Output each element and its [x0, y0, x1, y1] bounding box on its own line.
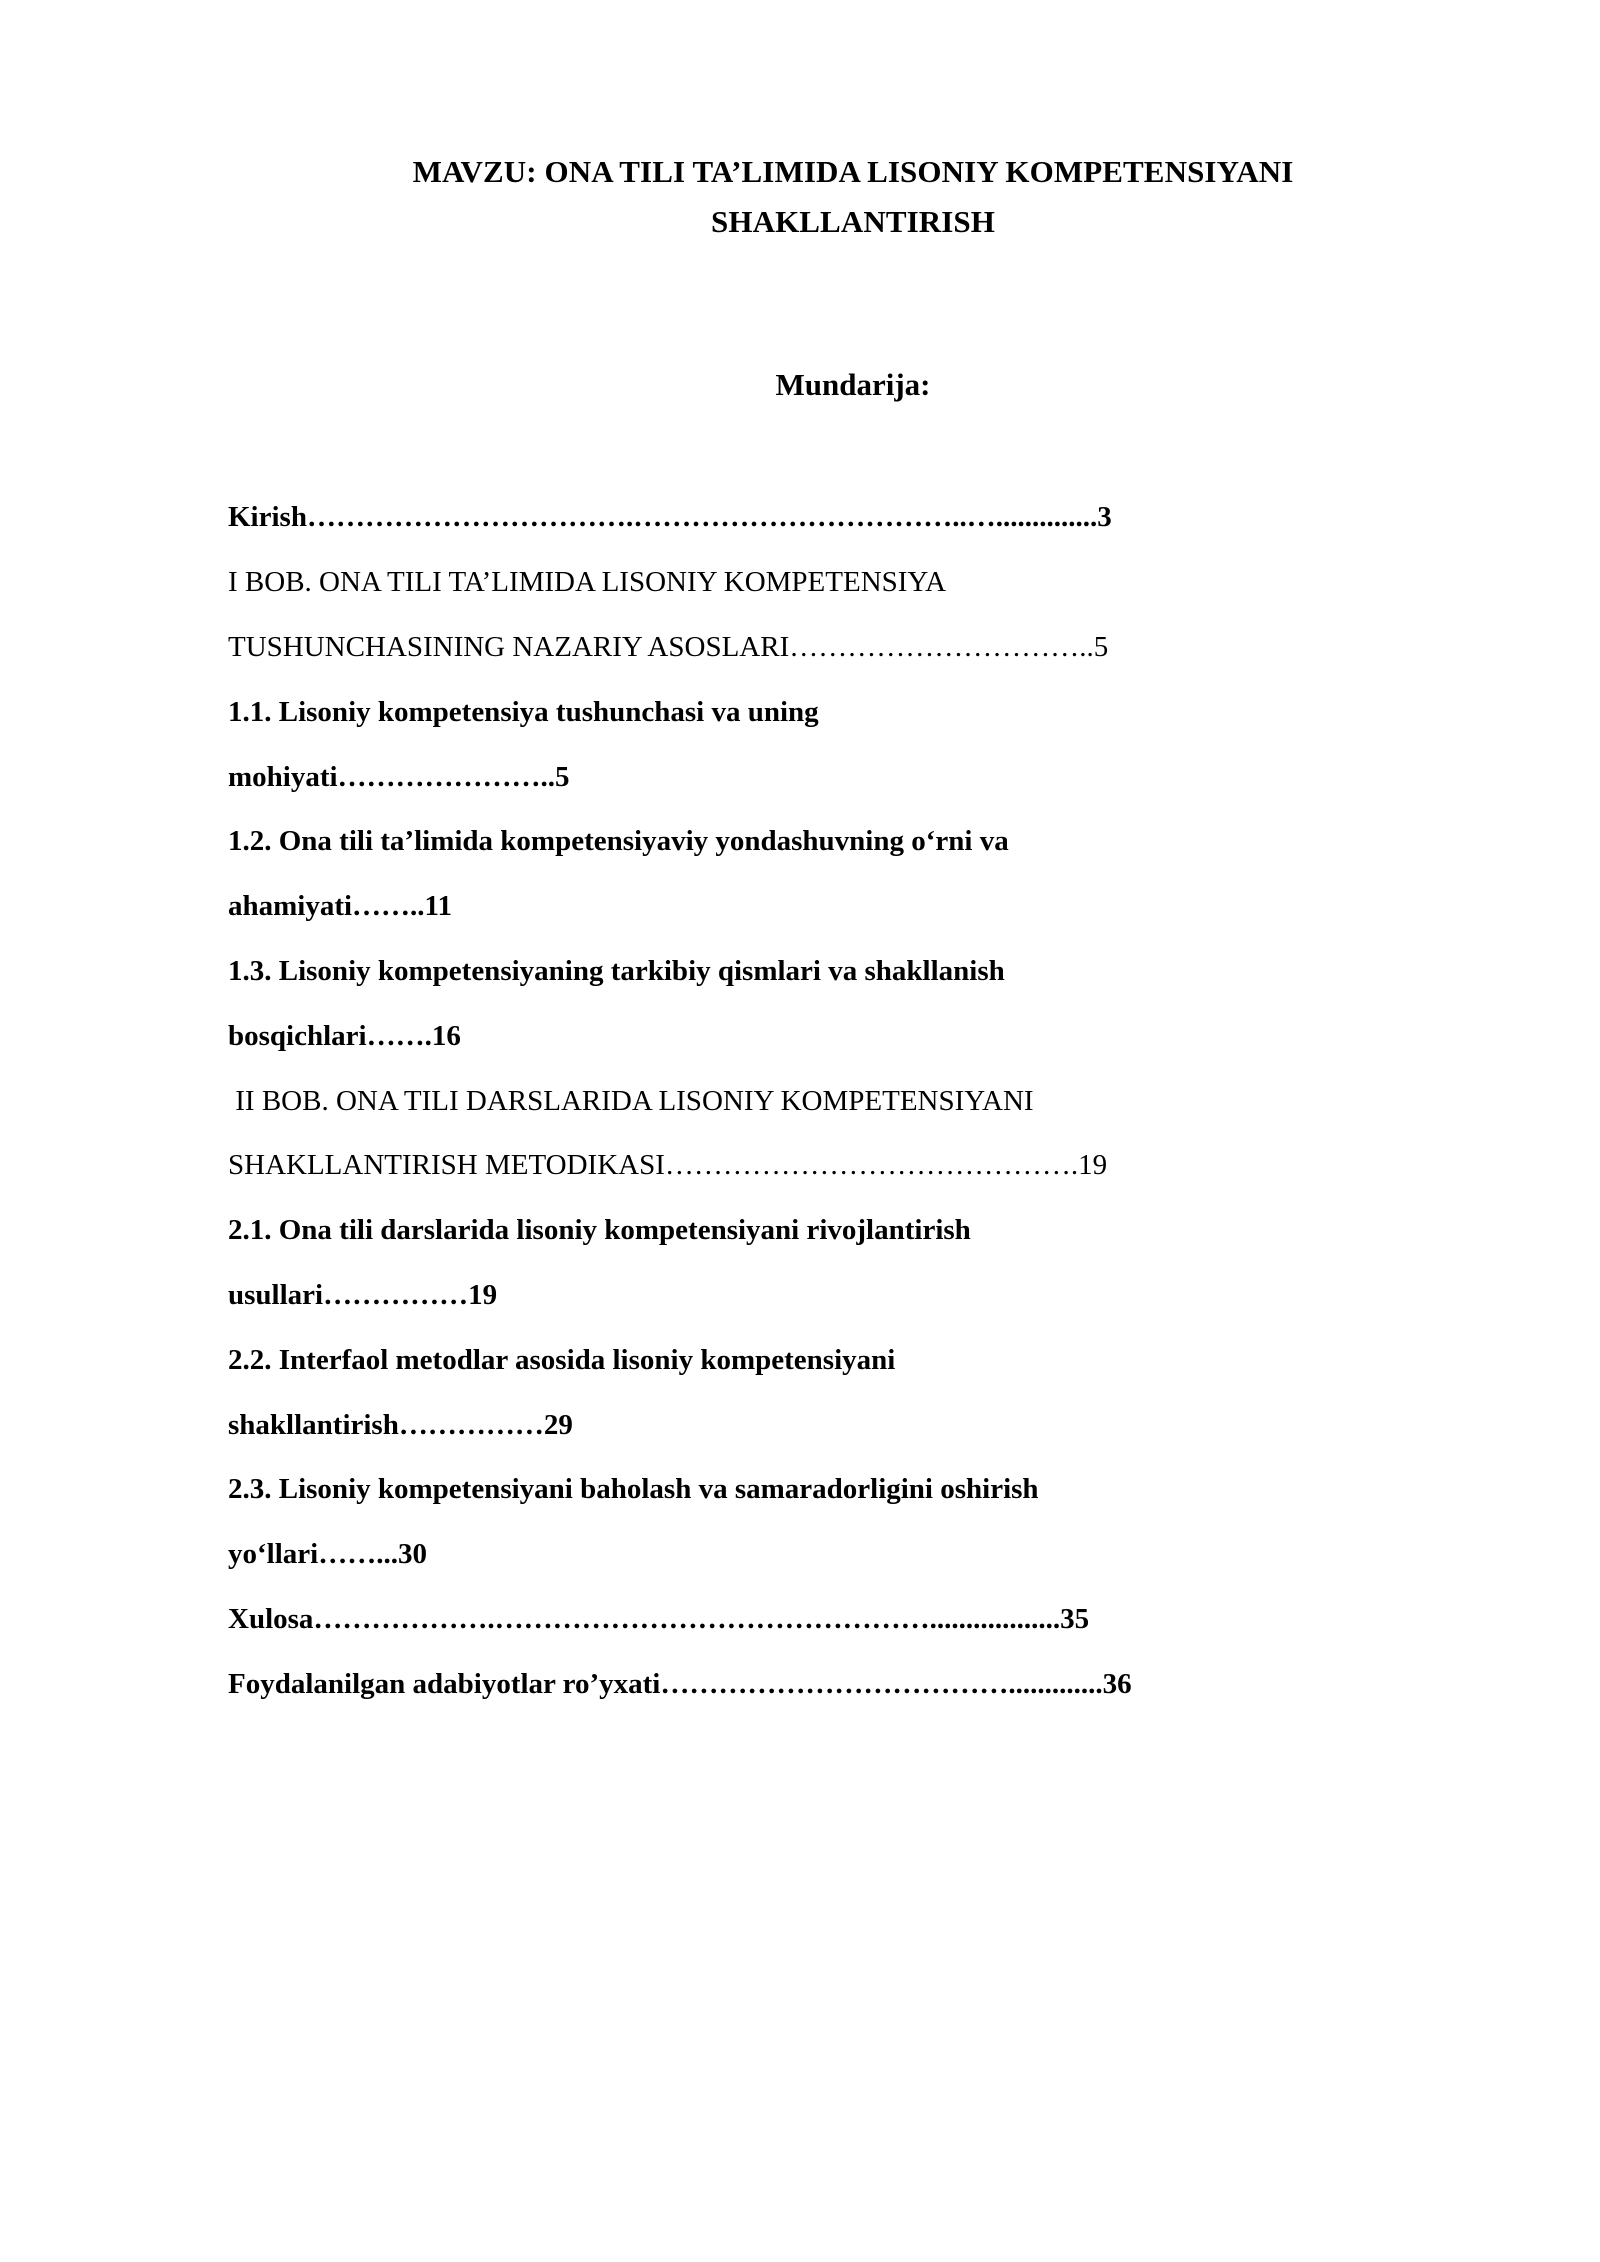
toc-entry-1-2-line-1[interactable]: 1.2. Ona tili ta’limida kompetensiyaviy yondashuvning o‘rni va — [228, 825, 1009, 858]
toc-entry-chapter-2-line-1[interactable]: II BOB. ONA TILI DARSLARIDA LISONIY KOMPETENSIYANI — [228, 1084, 1034, 1117]
toc-entry-1-3-line-1[interactable]: 1.3. Lisoniy kompetensiyaning tarkibiy qismlari va shakllanish — [228, 955, 1005, 988]
toc-entry-chapter-1-line-2[interactable]: TUSHUNCHASINING NAZARIY ASOSLARI…………………………..5 — [228, 631, 1109, 664]
toc-entry-2-2-line-1[interactable]: 2.2. Interfaol metodlar asosida lisoniy kompetensiyani — [228, 1343, 896, 1376]
toc-entry-2-1-line-2[interactable]: usullari……………19 — [228, 1279, 498, 1311]
toc-entry-references[interactable]: Foydalanilgan adabiyotlar ro’yxati……………………………….............36 — [228, 1667, 1132, 1700]
document-title-line-1: MAVZU: ONA TILI TA’LIMIDA LISONIY KOMPETENSIYANI — [412, 154, 1294, 189]
document-title — [228, 0, 1478, 247]
toc-entry-2-3-line-2[interactable]: yo‘llari……...30 — [228, 1538, 427, 1571]
toc-entry-kirish[interactable]: Kirish…………………………….……………………………..…..............3 — [228, 501, 1112, 534]
table-of-contents-list — [228, 403, 1478, 1716]
toc-entry-chapter-2-line-2[interactable]: SHAKLLANTIRISH METODIKASI…………………………………….19 — [228, 1149, 1108, 1182]
toc-entry-2-3-line-1[interactable]: 2.3. Lisoniy kompetensiyani baholash va samaradorligini oshirish — [228, 1473, 1039, 1506]
toc-entry-xulosa[interactable]: Xulosa……………….………………………………………..................35 — [228, 1602, 1090, 1635]
toc-entry-2-1-line-1[interactable]: 2.1. Ona tili darslarida lisoniy kompetensiyani rivojlantirish — [228, 1214, 971, 1247]
toc-entry-2-2-line-2[interactable]: shakllantirish……………29 — [228, 1408, 573, 1441]
page-content — [228, 0, 1478, 1717]
table-of-contents-heading: Mundarija: — [775, 367, 931, 403]
toc-entry-1-2-line-2[interactable]: ahamiyati……..11 — [228, 890, 452, 923]
toc-entry-1-1-line-2[interactable]: mohiyati…………………..5 — [228, 760, 570, 793]
document-title-line-2: SHAKLLANTIRISH — [711, 204, 995, 240]
toc-entry-1-1-line-1[interactable]: 1.1. Lisoniy kompetensiya tushunchasi va uning — [228, 695, 819, 728]
toc-entry-1-3-line-2[interactable]: bosqichlari…….16 — [228, 1019, 461, 1052]
toc-entry-chapter-1-line-1[interactable]: I BOB. ONA TILI TA’LIMIDA LISONIY KOMPETENSIYA — [228, 566, 947, 599]
